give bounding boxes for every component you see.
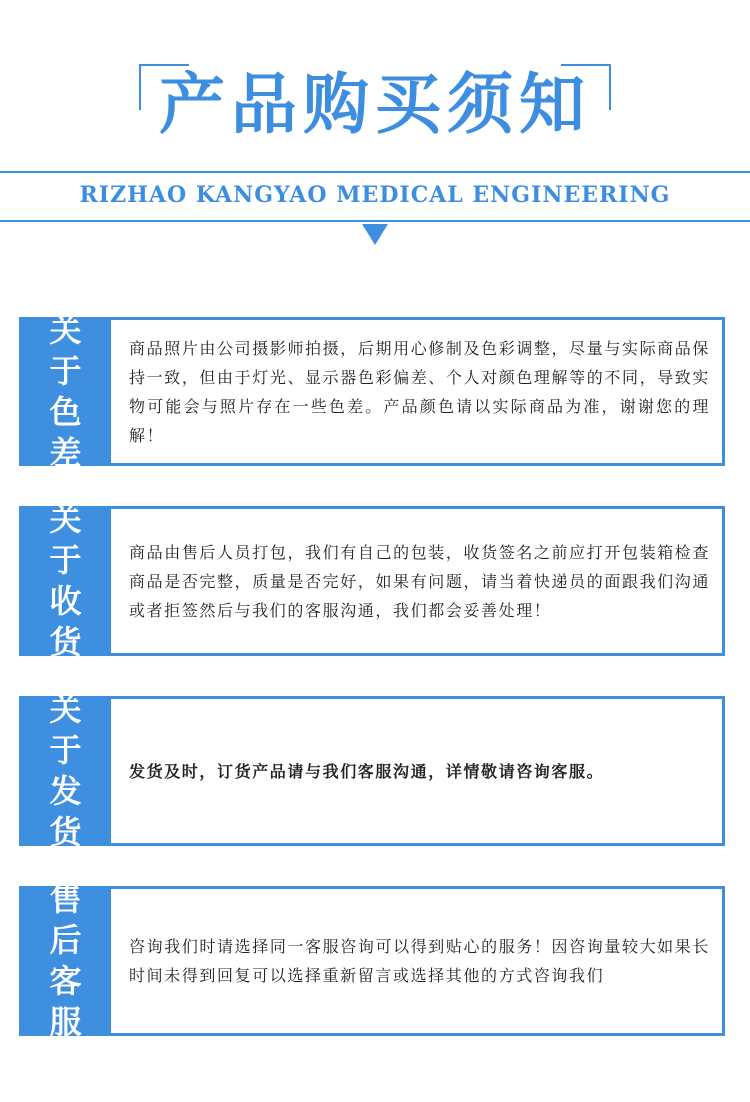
card-label-text: 售后客服 (49, 880, 84, 1041)
card-label (22, 690, 111, 851)
band-top-line (0, 171, 750, 173)
page-subtitle: RIZHAO KANGYAO MEDICAL ENGINEERING (79, 182, 671, 208)
page-title: 产品购买须知 (159, 66, 591, 143)
card-label-text: 关于色差 (49, 310, 84, 472)
card-body (129, 699, 710, 843)
card-body-text: 商品照片由公司摄影师拍摄，后期用心修制及色彩调整，尽量与实际商品保持一致，但由于灯光、显示器色彩偏差、个人对颜色理解等的不同，导致实物可能会与照片存在一些色差。产品颜色请以实际商品为准，谢谢您的理解！ (129, 338, 710, 445)
card-label (22, 500, 111, 661)
card-label-text: 关于收货 (49, 500, 84, 661)
band-bottom-line (0, 220, 750, 222)
card-body (129, 889, 710, 1033)
card-receiving (19, 500, 725, 661)
card-body (129, 509, 710, 653)
card-shipping (19, 690, 725, 851)
card-body (129, 320, 710, 463)
header (0, 0, 750, 290)
card-body-text: 商品由售后人员打包，我们有自己的包装，收货签名之前应打开包装箱检查商品是否完整，质量是否完好，如果有问题，请当着快递员的面跟我们沟通或者拒签然后与我们的客服沟通，我们都会妥善处理！ (129, 542, 710, 620)
down-arrow-icon (362, 224, 388, 245)
card-label (22, 310, 111, 472)
card-label-text: 关于发货 (49, 690, 84, 851)
card-color-difference (19, 310, 725, 472)
card-after-sales (19, 880, 725, 1041)
card-body-text: 咨询我们时请选择同一客服咨询可以得到贴心的服务！因咨询量较大如果长时间未得到回复可以选择重新留言或选择其他的方式咨询我们 (129, 937, 710, 985)
card-label (22, 880, 111, 1041)
card-body-text: 发货及时，订货产品请与我们客服沟通，详情敬请咨询客服。 (129, 761, 605, 781)
